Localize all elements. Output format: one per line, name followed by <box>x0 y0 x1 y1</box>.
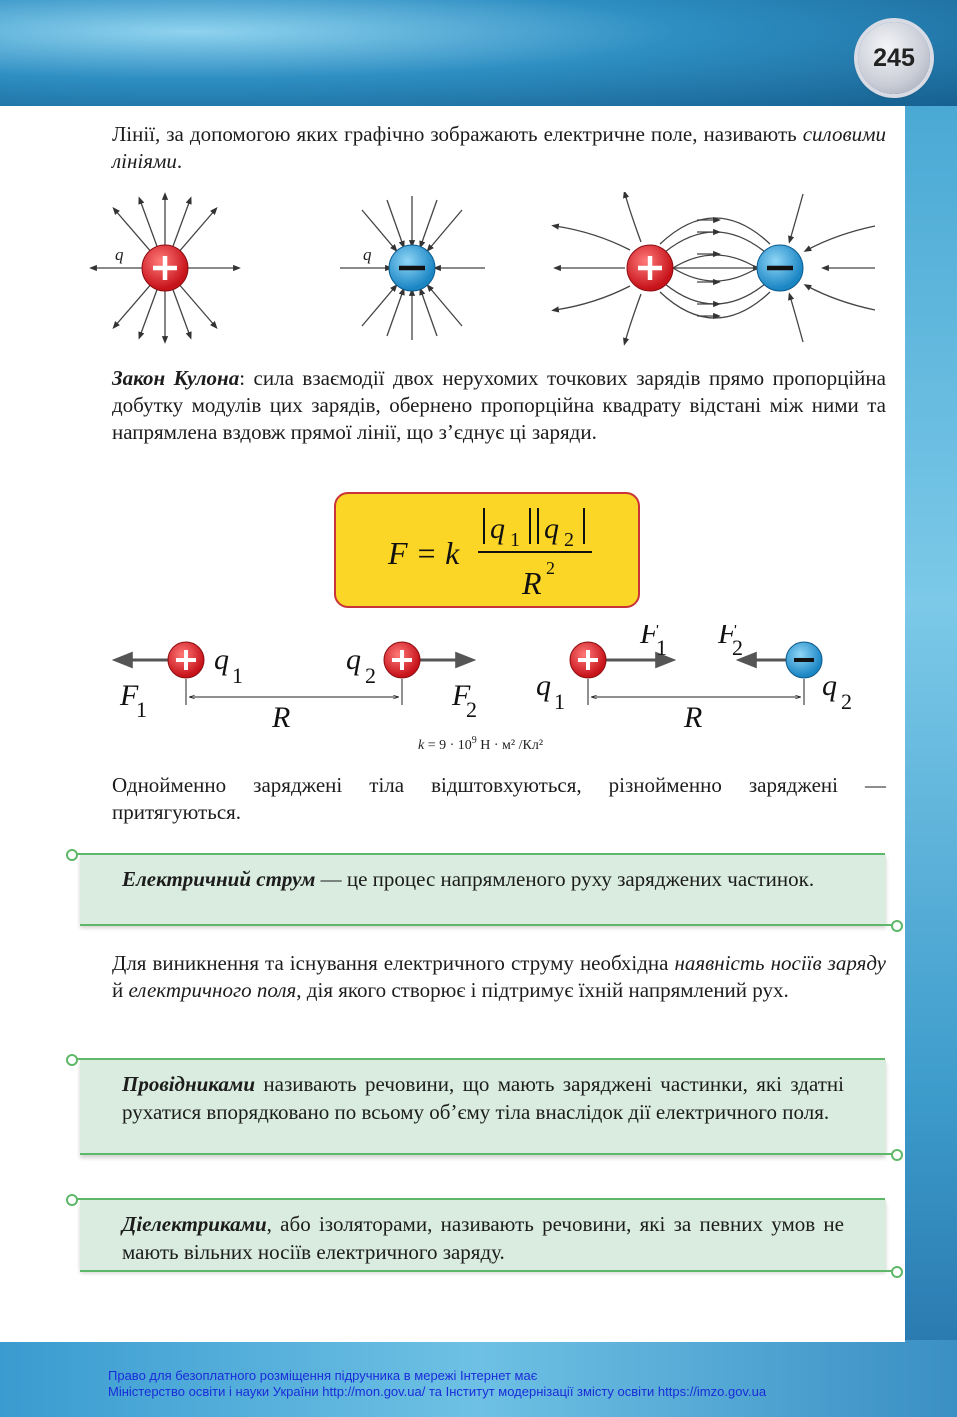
dielectrics-text: , або ізоляторами, називають речовини, які за певних умов не мають вільних носіїв електричного заряду. <box>122 1212 844 1264</box>
formula-denominator: R <box>522 565 542 601</box>
current-conditions-after: , дія якого створює і підтримує їхній напрямлений рух. <box>296 978 789 1002</box>
intro-text-after: . <box>176 149 183 173</box>
repulsion-q2-sub: 2 <box>365 663 376 688</box>
attraction-F1-label: F <box>640 625 659 650</box>
attraction-q1-sub: 1 <box>554 689 565 714</box>
electric-current-text: — це процес напрямленого руху заряджених частинок. <box>315 867 815 891</box>
repulsion-q2-label: q <box>346 643 361 676</box>
coulomb-law-paragraph <box>112 365 886 446</box>
callout-conductors <box>80 1060 886 1155</box>
dielectrics-term: Діелектриками <box>122 1212 267 1236</box>
callout-electric-current <box>80 855 886 925</box>
intro-term: силовими лініями <box>112 122 886 173</box>
constant-units: Н · м² /Кл² <box>476 738 544 753</box>
repulsion-q1-label: q <box>214 643 229 676</box>
repulsion-diagram <box>116 642 477 734</box>
formula-q2: q <box>544 512 559 545</box>
intro-paragraph <box>112 121 886 175</box>
formula-q1: q <box>490 512 505 545</box>
field-lines-diagram <box>85 192 885 347</box>
formula-lhs: F = k <box>388 535 460 571</box>
callout-conductors-text <box>80 1060 886 1136</box>
current-conditions-term2: електричного поля <box>128 978 297 1002</box>
footer-line-1: Право для безоплатного розміщення підручника в мережі Інтернет має <box>108 1368 538 1383</box>
attraction-diagram <box>536 625 852 734</box>
dipole-field <box>555 194 875 342</box>
attraction-R-label: R <box>684 701 703 734</box>
footer-license <box>108 1368 908 1400</box>
current-conditions-paragraph <box>112 950 886 1004</box>
conductors-term: Провідниками <box>122 1072 255 1096</box>
intro-text-before: Лінії, за допомогою яких графічно зображають електричне поле, називають <box>112 122 803 146</box>
repulsion-F1-sub: 1 <box>136 697 147 722</box>
formula-q1-sub: 1 <box>510 529 520 551</box>
coulomb-law-term: Закон Кулона <box>112 366 240 390</box>
conductors-text: називають речовини, що мають заряджені частинки, які здатні рухатися впорядковано по всьому об’єму тіла внаслідок дії електричного поля. <box>122 1072 844 1124</box>
callout-dot-icon <box>66 1054 78 1066</box>
current-conditions-term1: наявність носіїв заряду <box>674 951 886 975</box>
like-charges-paragraph: Однойменно заряджені тіла відштовхуються, різнойменно заряджені — притягуються. <box>112 773 886 824</box>
current-conditions-mid: й <box>112 978 129 1002</box>
repulsion-q1-sub: 1 <box>232 663 243 688</box>
repulsion-F2-sub: 2 <box>466 697 477 722</box>
constant-k: k <box>418 738 425 753</box>
attraction-q1-label: q <box>536 669 551 702</box>
force-diagrams <box>100 625 880 755</box>
repulsion-F2-label: F <box>452 679 471 712</box>
current-conditions-before: Для виникнення та існування електричного струму необхідна <box>112 951 675 975</box>
coulomb-constant <box>418 735 543 753</box>
attraction-F2-sub: 2 <box>732 635 743 660</box>
attraction-F2-label: F <box>718 625 737 650</box>
formula-denominator-exp: 2 <box>546 558 555 578</box>
callout-dot-icon <box>66 1194 78 1206</box>
callout-dielectrics <box>80 1200 886 1270</box>
constant-exp: 9 <box>471 735 477 746</box>
callout-electric-current-text <box>80 855 886 903</box>
attraction-q2-label: q <box>822 669 837 702</box>
coulomb-law-text: : сила взаємодії двох нерухомих точкових зарядів прямо пропорційна добутку модулів цих зарядів, обернено пропорційна квадрату відстані між ними та напрямлена вздовж прямої лінії, що з’єднує ці заряди. <box>112 366 886 444</box>
callout-dot-icon <box>891 920 903 932</box>
constant-eq: = 9 · 10 <box>424 738 472 753</box>
callout-dielectrics-text <box>80 1200 886 1276</box>
positive-charge-label: q <box>115 245 124 264</box>
electric-current-term: Електричний струм <box>122 867 316 891</box>
repulsion-R-label: R <box>272 701 291 734</box>
side-background <box>905 106 957 1346</box>
header-background <box>0 0 957 106</box>
negative-charge-label: q <box>363 245 372 264</box>
footer-line-2: Міністерство освіти і науки України http://mon.gov.ua/ та Інститут модернізації змісту освіти https://imzo.gov.ua <box>108 1384 767 1399</box>
formula-q2-sub: 2 <box>564 529 574 551</box>
repulsion-F1-label: F <box>120 679 139 712</box>
attraction-F1-sub: 1 <box>656 635 667 660</box>
callout-dot-icon <box>66 849 78 861</box>
attraction-q2-sub: 2 <box>841 689 852 714</box>
callout-dot-icon <box>891 1266 903 1278</box>
page-number: 245 <box>858 22 930 94</box>
callout-dot-icon <box>891 1149 903 1161</box>
coulomb-formula <box>334 492 640 608</box>
